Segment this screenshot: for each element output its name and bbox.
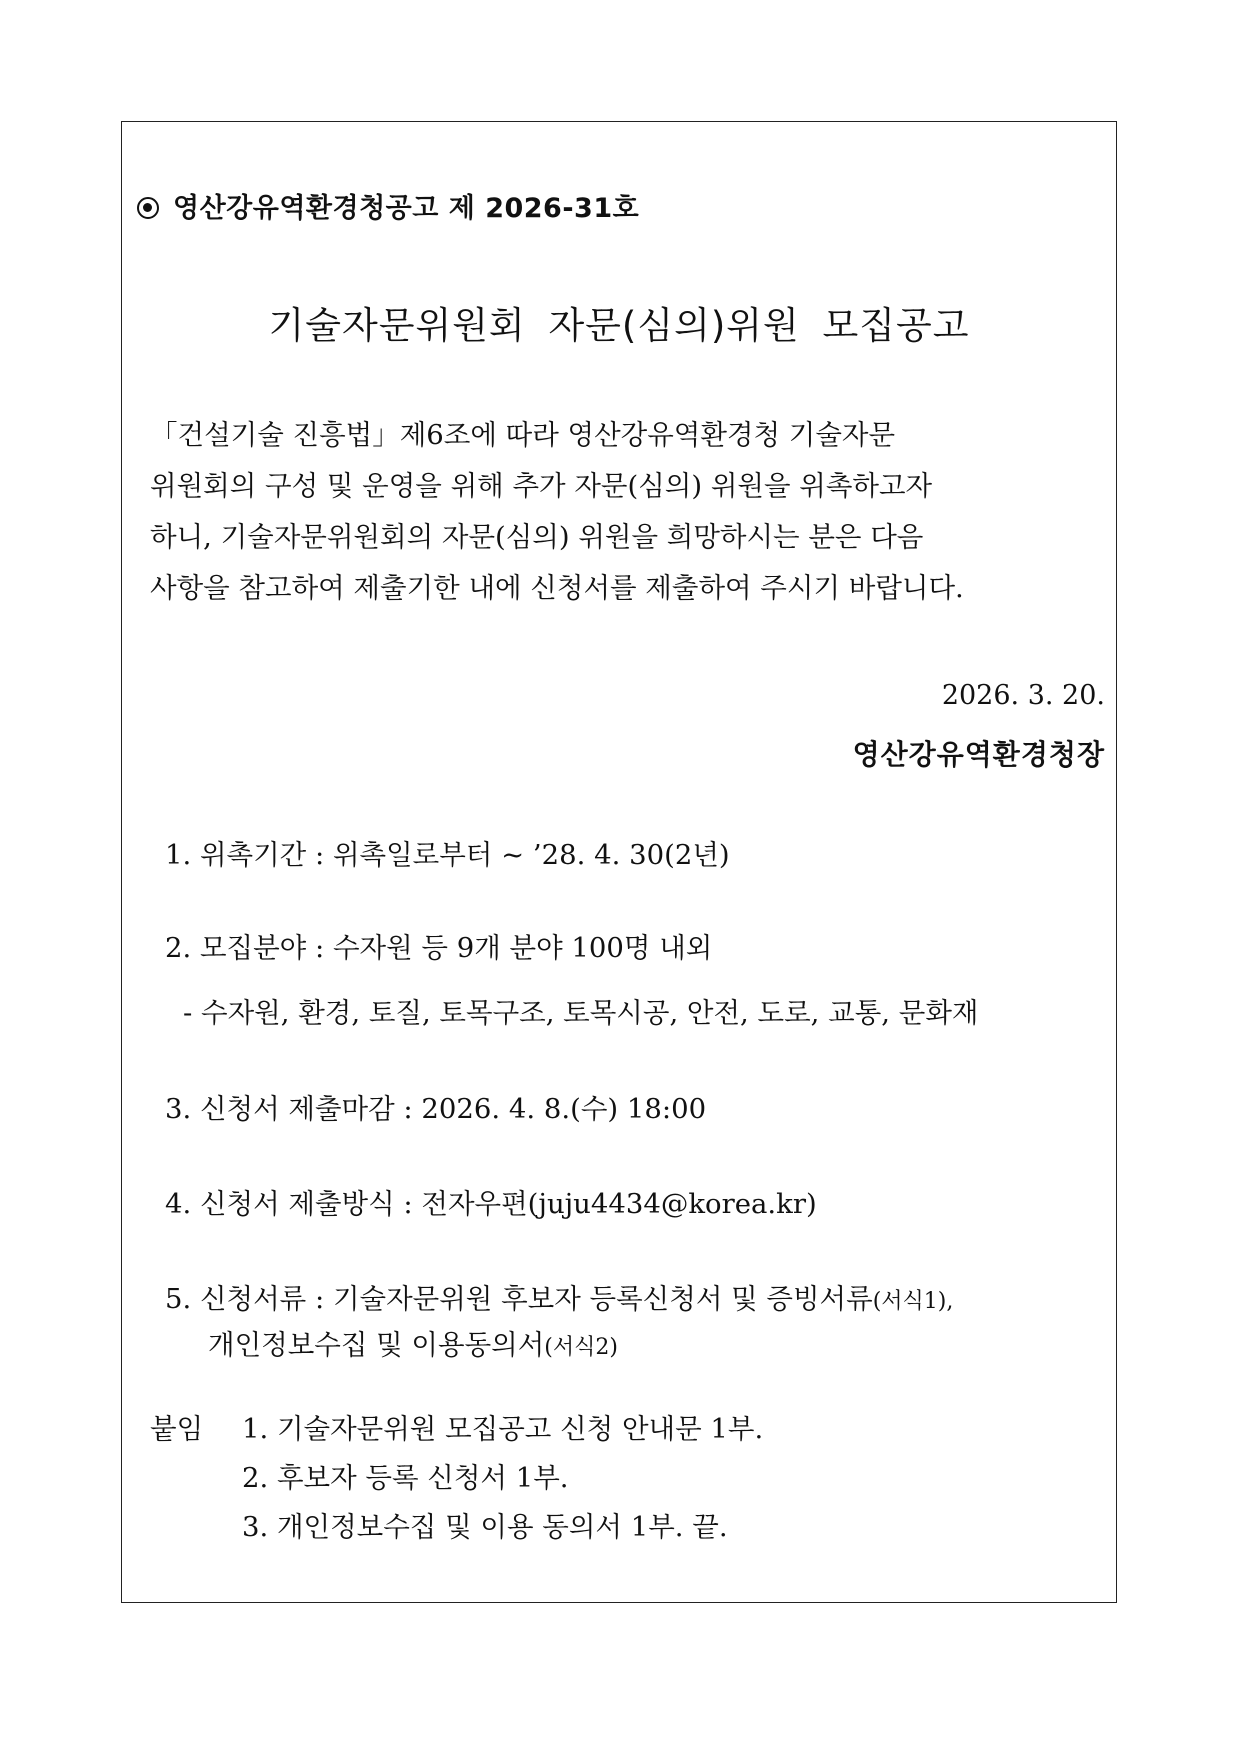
document-title: 기술자문위원회 자문(심의)위원 모집공고: [268, 304, 970, 347]
intro-paragraph: [150, 410, 1108, 614]
form2-note: (서식2): [544, 1335, 618, 1360]
attachment-item: 3. 개인정보수집 및 이용 동의서 1부. 끝.: [242, 1511, 728, 1543]
intro-line: 「건설기술 진흥법」제6조에 따라 영산강유역환경청 기술자문: [150, 419, 896, 451]
issuer-name: 영산강유역환경청장: [852, 738, 1105, 771]
attachments-label: 붙임: [150, 1413, 204, 1445]
bullet-circle-icon: [137, 197, 159, 219]
item-term: 1. 위촉기간 : 위촉일로부터 ~ ’28. 4. 30(2년): [165, 839, 730, 871]
notice-number-text: 영산강유역환경청공고 제 2026-31호: [173, 193, 640, 224]
intro-line: 하니, 기술자문위원회의 자문(심의) 위원을 희망하시는 분은 다음: [150, 521, 924, 553]
intro-line: 사항을 참고하여 제출기한 내에 신청서를 제출하여 주시기 바랍니다.: [150, 572, 964, 604]
form1-note: (서식1),: [872, 1289, 954, 1314]
item-method: 4. 신청서 제출방식 : 전자우편(juju4434@korea.kr): [165, 1188, 817, 1220]
intro-line: 위원회의 구성 및 운영을 위해 추가 자문(심의) 위원을 위촉하고자: [150, 470, 933, 502]
notice-date: 2026. 3. 20.: [941, 680, 1105, 711]
item-documents: [165, 1276, 953, 1316]
notice-number: [137, 186, 639, 225]
item-documents-continued: [208, 1322, 618, 1362]
attachment-item: 1. 기술자문위원 모집공고 신청 안내문 1부.: [242, 1413, 764, 1445]
item-fields: 2. 모집분야 : 수자원 등 9개 분야 100명 내외: [165, 932, 713, 964]
item-deadline: 3. 신청서 제출마감 : 2026. 4. 8.(수) 18:00: [165, 1093, 707, 1125]
item-documents-cont-text: 개인정보수집 및 이용동의서: [208, 1329, 545, 1361]
attachment-item: 2. 후보자 등록 신청서 1부.: [242, 1462, 569, 1494]
item-documents-text: 5. 신청서류 : 기술자문위원 후보자 등록신청서 및 증빙서류: [165, 1283, 873, 1315]
item-fields-detail: - 수자원, 환경, 토질, 토목구조, 토목시공, 안전, 도로, 교통, 문화재: [183, 997, 979, 1029]
